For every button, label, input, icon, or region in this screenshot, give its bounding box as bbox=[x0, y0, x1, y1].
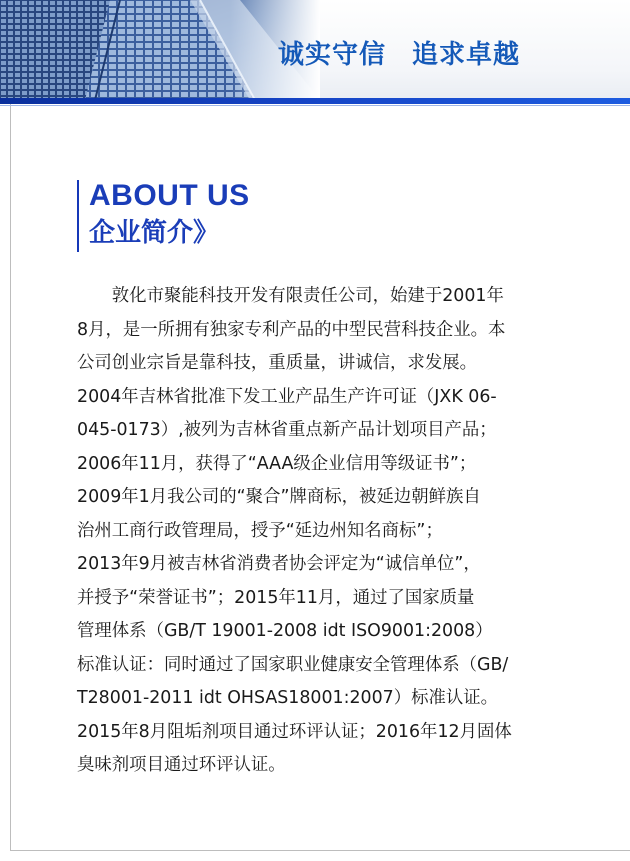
intro-line: T28001-2011 idt OHSAS18001:2007）标准认证。 bbox=[77, 688, 499, 708]
company-introduction bbox=[77, 280, 577, 783]
intro-line: 管理体系（GB/T 19001-2008 idt ISO9001:2008） bbox=[77, 621, 493, 641]
header-banner bbox=[0, 0, 630, 108]
header-rule bbox=[0, 98, 630, 104]
intro-line: 臭味剂项目通过环评认证。 bbox=[77, 755, 286, 775]
intro-line: 敦化市聚能科技开发有限责任公司，始建于2001年 bbox=[77, 286, 504, 306]
intro-line: 公司创业宗旨是靠科技，重质量，讲诚信，求发展。 bbox=[77, 353, 477, 373]
intro-line: 标准认证：同时通过了国家职业健康安全管理体系（GB/ bbox=[77, 654, 509, 675]
title-english: ABOUT US bbox=[89, 179, 250, 212]
header-rule-thin bbox=[0, 105, 630, 106]
intro-line: 2013年9月被吉林省消费者协会评定为“诚信单位”， bbox=[77, 554, 481, 574]
intro-line: 2004年吉林省批准下发工业产品生产许可证（JXK 06- bbox=[77, 386, 497, 407]
section-title bbox=[77, 180, 250, 252]
slogan bbox=[278, 34, 520, 71]
intro-line: 2006年11月，获得了“AAA级企业信用等级证书”； bbox=[77, 453, 477, 474]
intro-line: 治州工商行政管理局，授予“延边州知名商标”； bbox=[77, 520, 443, 541]
intro-line: 2009年1月我公司的“聚合”牌商标，被延边朝鲜族自 bbox=[77, 487, 481, 507]
skyscraper-image bbox=[0, 0, 320, 100]
slogan-part-1: 诚实守信 bbox=[278, 40, 387, 70]
intro-line: 045-0173）,被列为吉林省重点新产品计划项目产品； bbox=[77, 420, 497, 440]
intro-line: 并授予“荣誉证书”；2015年11月，通过了国家质量 bbox=[77, 587, 475, 608]
intro-line: 2015年8月阻垢剂项目通过环评认证；2016年12月固体 bbox=[77, 721, 512, 742]
title-chinese: 企业简介》 bbox=[89, 218, 220, 248]
intro-line: 8月，是一所拥有独家专利产品的中型民营科技企业。本 bbox=[77, 319, 506, 340]
slogan-part-2: 追求卓越 bbox=[412, 40, 521, 70]
